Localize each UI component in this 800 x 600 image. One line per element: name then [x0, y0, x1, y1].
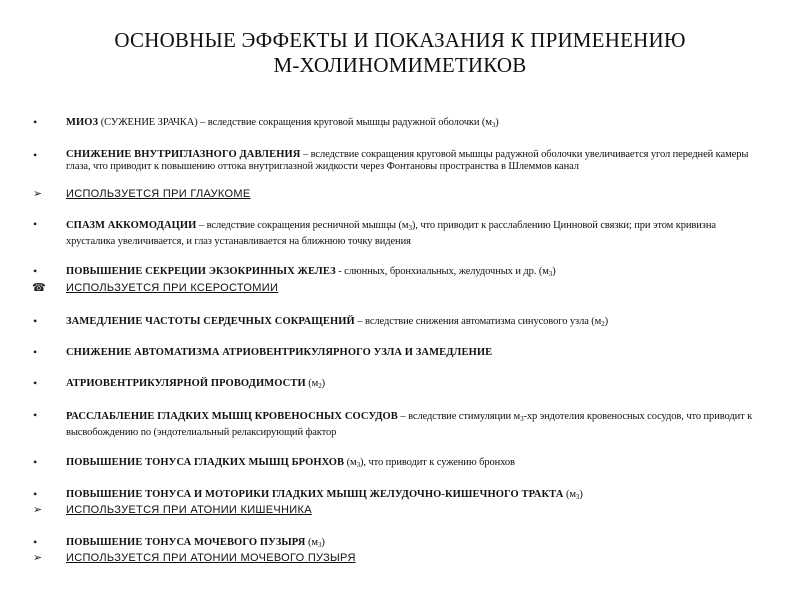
- effect-text: ЗАМЕДЛЕНИЕ ЧАСТОТЫ СЕРДЕЧНЫХ СОКРАЩЕНИЙ – вследствие снижения автоматизма синусового узла $(м_2)$: [66, 316, 609, 328]
- bullet-dot-icon: •: [33, 535, 38, 549]
- bullet-dot-icon: •: [33, 148, 38, 162]
- title-line-2: М-ХОЛИНОМИМЕТИКОВ: [273, 53, 527, 77]
- effect-text: СПАЗМ АККОМОДАЦИИ – вследствие сокращения ресничной мышцы $(м_3)$, что приводит к расслаблению Цинновой связки; при этом кривизна хрусталика увеличивается, и глаз устанавливается на ближнюю точку видения: [66, 220, 716, 247]
- indication-text: ИСПОЛЬЗУЕТСЯ ПРИ АТОНИИ МОЧЕВОГО ПУЗЫРЯ: [66, 552, 356, 564]
- indication-text: ИСПОЛЬЗУЕТСЯ ПРИ ГЛАУКОМЕ: [66, 188, 251, 200]
- bullet-dot-icon: •: [33, 115, 38, 129]
- bullet-dot-icon: •: [33, 264, 38, 278]
- title-line-1: ОСНОВНЫЕ ЭФФЕКТЫ И ПОКАЗАНИЯ К ПРИМЕНЕНИЮ: [114, 28, 686, 52]
- bullet-dot-icon: •: [33, 314, 38, 328]
- indication-text: ИСПОЛЬЗУЕТСЯ ПРИ АТОНИИ КИШЕЧНИКА: [66, 504, 312, 516]
- effect-text: СНИЖЕНИЕ ВНУТРИГЛАЗНОГО ДАВЛЕНИЯ – вследствие сокращения круговой мышцы радужной оболочки увеличивается угол передней камеры глаза, что приводит к повышению оттока внутриглазной жидкости через Фонтановы пространства в Шлеммов канал: [66, 149, 749, 172]
- effect-text: ПОВЫШЕНИЕ СЕКРЕЦИИ ЭКЗОКРИННЫХ ЖЕЛЕЗ - слюнных, бронхиальных, желудочных и др. $(м_3)$: [66, 266, 556, 278]
- bullet-dot-icon: •: [33, 376, 38, 390]
- arrow-bullet-icon: ➢: [33, 188, 43, 200]
- slide-title: [0, 28, 800, 78]
- bullet-dot-icon: •: [33, 408, 38, 422]
- phone-bullet-icon: ☎: [32, 282, 46, 294]
- effect-text: СНИЖЕНИЕ АВТОМАТИЗМА АТРИОВЕНТРИКУЛЯРНОГО УЗЛА И ЗАМЕДЛЕНИЕ: [66, 347, 493, 358]
- bullet-dot-icon: •: [33, 455, 38, 469]
- effect-text: РАССЛАБЛЕНИЕ ГЛАДКИХ МЫШЦ КРОВЕНОСНЫХ СОСУДОВ – вследствие стимуляции $м_3-хр$ эндотелия кровеносных сосудов, что приводит к высвобождению no (эндотелиальный релаксирующий фактор: [66, 411, 753, 438]
- bullet-dot-icon: •: [33, 487, 38, 501]
- effect-text: АТРИОВЕНТРИКУЛЯРНОЙ ПРОВОДИМОСТИ $(м_2)$: [66, 378, 326, 390]
- arrow-bullet-icon: ➢: [33, 504, 43, 516]
- effect-text: МИОЗ (СУЖЕНИЕ ЗРАЧКА) – вследствие сокращения круговой мышцы радужной оболочки $(м_3)$: [66, 117, 499, 129]
- arrow-bullet-icon: ➢: [33, 552, 43, 564]
- effect-text: ПОВЫШЕНИЕ ТОНУСА МОЧЕВОГО ПУЗЫРЯ $(м_3)$: [66, 537, 325, 549]
- bullet-dot-icon: •: [33, 217, 38, 231]
- effect-text: ПОВЫШЕНИЕ ТОНУСА ГЛАДКИХ МЫШЦ БРОНХОВ $(м_3)$, что приводит к сужению бронхов: [66, 457, 515, 469]
- bullet-dot-icon: •: [33, 345, 38, 359]
- effect-text: ПОВЫШЕНИЕ ТОНУСА И МОТОРИКИ ГЛАДКИХ МЫШЦ ЖЕЛУДОЧНО-КИШЕЧНОГО ТРАКТА $(м_3)$: [66, 489, 583, 501]
- indication-text: ИСПОЛЬЗУЕТСЯ ПРИ КСЕРОСТОМИИ: [66, 282, 279, 294]
